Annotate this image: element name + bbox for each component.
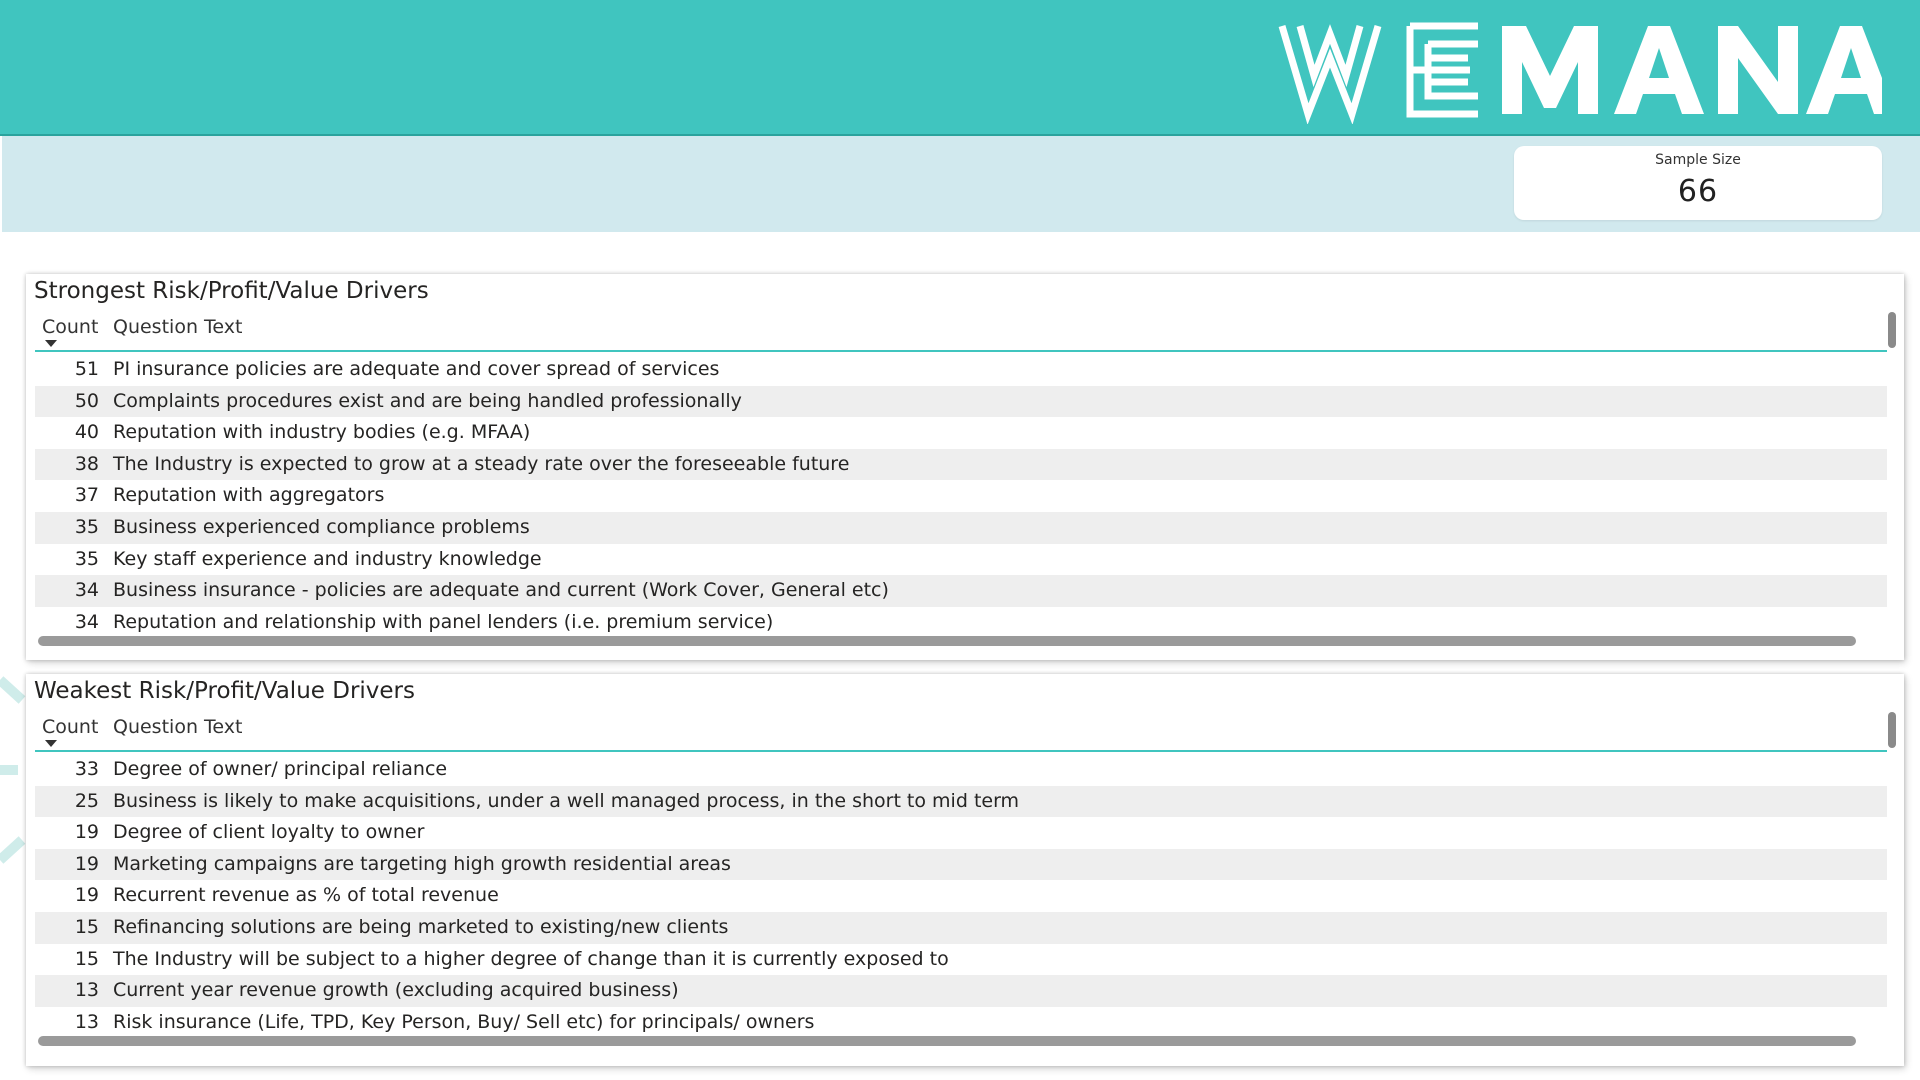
sort-descending-icon[interactable]	[45, 740, 57, 747]
horizontal-scrollbar[interactable]	[38, 1036, 1856, 1046]
question-cell: Risk insurance (Life, TPD, Key Person, Buy/ Sell etc) for principals/ owners	[113, 1010, 815, 1033]
count-cell: 13	[74, 1010, 99, 1033]
vertical-scrollbar[interactable]	[1888, 312, 1896, 348]
table-row[interactable]	[35, 786, 1887, 818]
count-cell: 51	[74, 358, 99, 380]
strongest-drivers-table	[26, 274, 1904, 660]
question-cell: Reputation and relationship with panel lenders (i.e. premium service)	[113, 610, 774, 633]
sample-size-card	[1514, 146, 1882, 220]
question-cell: Current year revenue growth (excluding acquired business)	[113, 979, 679, 1002]
count-cell: 19	[74, 821, 99, 844]
count-cell: 35	[74, 515, 99, 538]
table-row[interactable]	[35, 386, 1887, 418]
table-row[interactable]	[35, 480, 1887, 512]
count-cell: 34	[74, 610, 99, 633]
header-divider	[35, 350, 1887, 352]
column-header-question-text[interactable]: Question Text	[113, 316, 243, 338]
sample-size-value: 66	[1677, 174, 1719, 209]
table-row[interactable]	[35, 817, 1887, 849]
count-cell: 50	[74, 389, 99, 412]
vertical-scrollbar[interactable]	[1888, 712, 1896, 748]
question-cell: Degree of owner/ principal reliance	[113, 758, 448, 780]
count-cell: 13	[74, 979, 99, 1002]
question-cell: Reputation with aggregators	[113, 484, 385, 507]
table-body	[35, 354, 1887, 638]
table-title: Weakest Risk/Profit/Value Drivers	[34, 678, 415, 704]
question-cell: Complaints procedures exist and are being handled professionally	[113, 389, 742, 412]
count-cell: 33	[74, 758, 99, 780]
question-cell: Recurrent revenue as % of total revenue	[113, 884, 499, 907]
header-divider	[35, 750, 1887, 752]
question-cell: PI insurance policies are adequate and cover spread of services	[113, 358, 720, 380]
count-cell: 15	[74, 947, 99, 970]
question-cell: Business insurance - policies are adequate and current (Work Cover, General etc)	[113, 579, 889, 602]
count-cell: 38	[74, 452, 99, 475]
count-cell: 40	[74, 421, 99, 444]
question-cell: The Industry will be subject to a higher degree of change than it is currently exposed to	[113, 947, 949, 970]
table-row[interactable]	[35, 975, 1887, 1007]
question-cell: Marketing campaigns are targeting high growth residential areas	[113, 852, 731, 875]
table-row[interactable]	[35, 1007, 1887, 1039]
table-row[interactable]	[35, 512, 1887, 544]
table-row[interactable]	[35, 544, 1887, 576]
count-cell: 15	[74, 915, 99, 938]
table-row[interactable]	[35, 449, 1887, 481]
table-body	[35, 754, 1887, 1038]
sample-size-label: Sample Size	[1655, 152, 1741, 168]
column-header-count[interactable]: Count	[42, 316, 99, 338]
count-cell: 35	[74, 547, 99, 570]
table-row[interactable]	[35, 417, 1887, 449]
table-row[interactable]	[35, 754, 1887, 786]
column-header-count[interactable]: Count	[42, 716, 99, 738]
sort-descending-icon[interactable]	[45, 340, 57, 347]
question-cell: Refinancing solutions are being marketed to existing/new clients	[113, 915, 729, 938]
count-cell: 25	[74, 789, 99, 812]
question-cell: Degree of client loyalty to owner	[113, 821, 425, 844]
table-row[interactable]	[35, 354, 1887, 386]
table-row[interactable]	[35, 849, 1887, 881]
weakest-drivers-table	[26, 674, 1904, 1066]
table-row[interactable]	[35, 575, 1887, 607]
header-bar	[0, 0, 1920, 136]
table-row[interactable]	[35, 880, 1887, 912]
question-cell: Business is likely to make acquisitions, under a well managed process, in the short to mid term	[113, 789, 1020, 812]
count-cell: 19	[74, 884, 99, 907]
table-row[interactable]	[35, 607, 1887, 639]
count-cell: 37	[74, 484, 99, 507]
question-cell: Key staff experience and industry knowledge	[113, 547, 542, 570]
wemana-logo	[1278, 18, 1884, 124]
column-header-question-text[interactable]: Question Text	[113, 716, 243, 738]
table-row[interactable]	[35, 912, 1887, 944]
table-title: Strongest Risk/Profit/Value Drivers	[34, 278, 429, 304]
horizontal-scrollbar[interactable]	[38, 636, 1856, 646]
question-cell: Business experienced compliance problems	[113, 515, 530, 538]
count-cell: 34	[74, 579, 99, 602]
question-cell: The Industry is expected to grow at a steady rate over the foreseeable future	[113, 452, 850, 475]
table-row[interactable]	[35, 944, 1887, 976]
question-cell: Reputation with industry bodies (e.g. MFAA)	[113, 421, 531, 444]
count-cell: 19	[74, 852, 99, 875]
